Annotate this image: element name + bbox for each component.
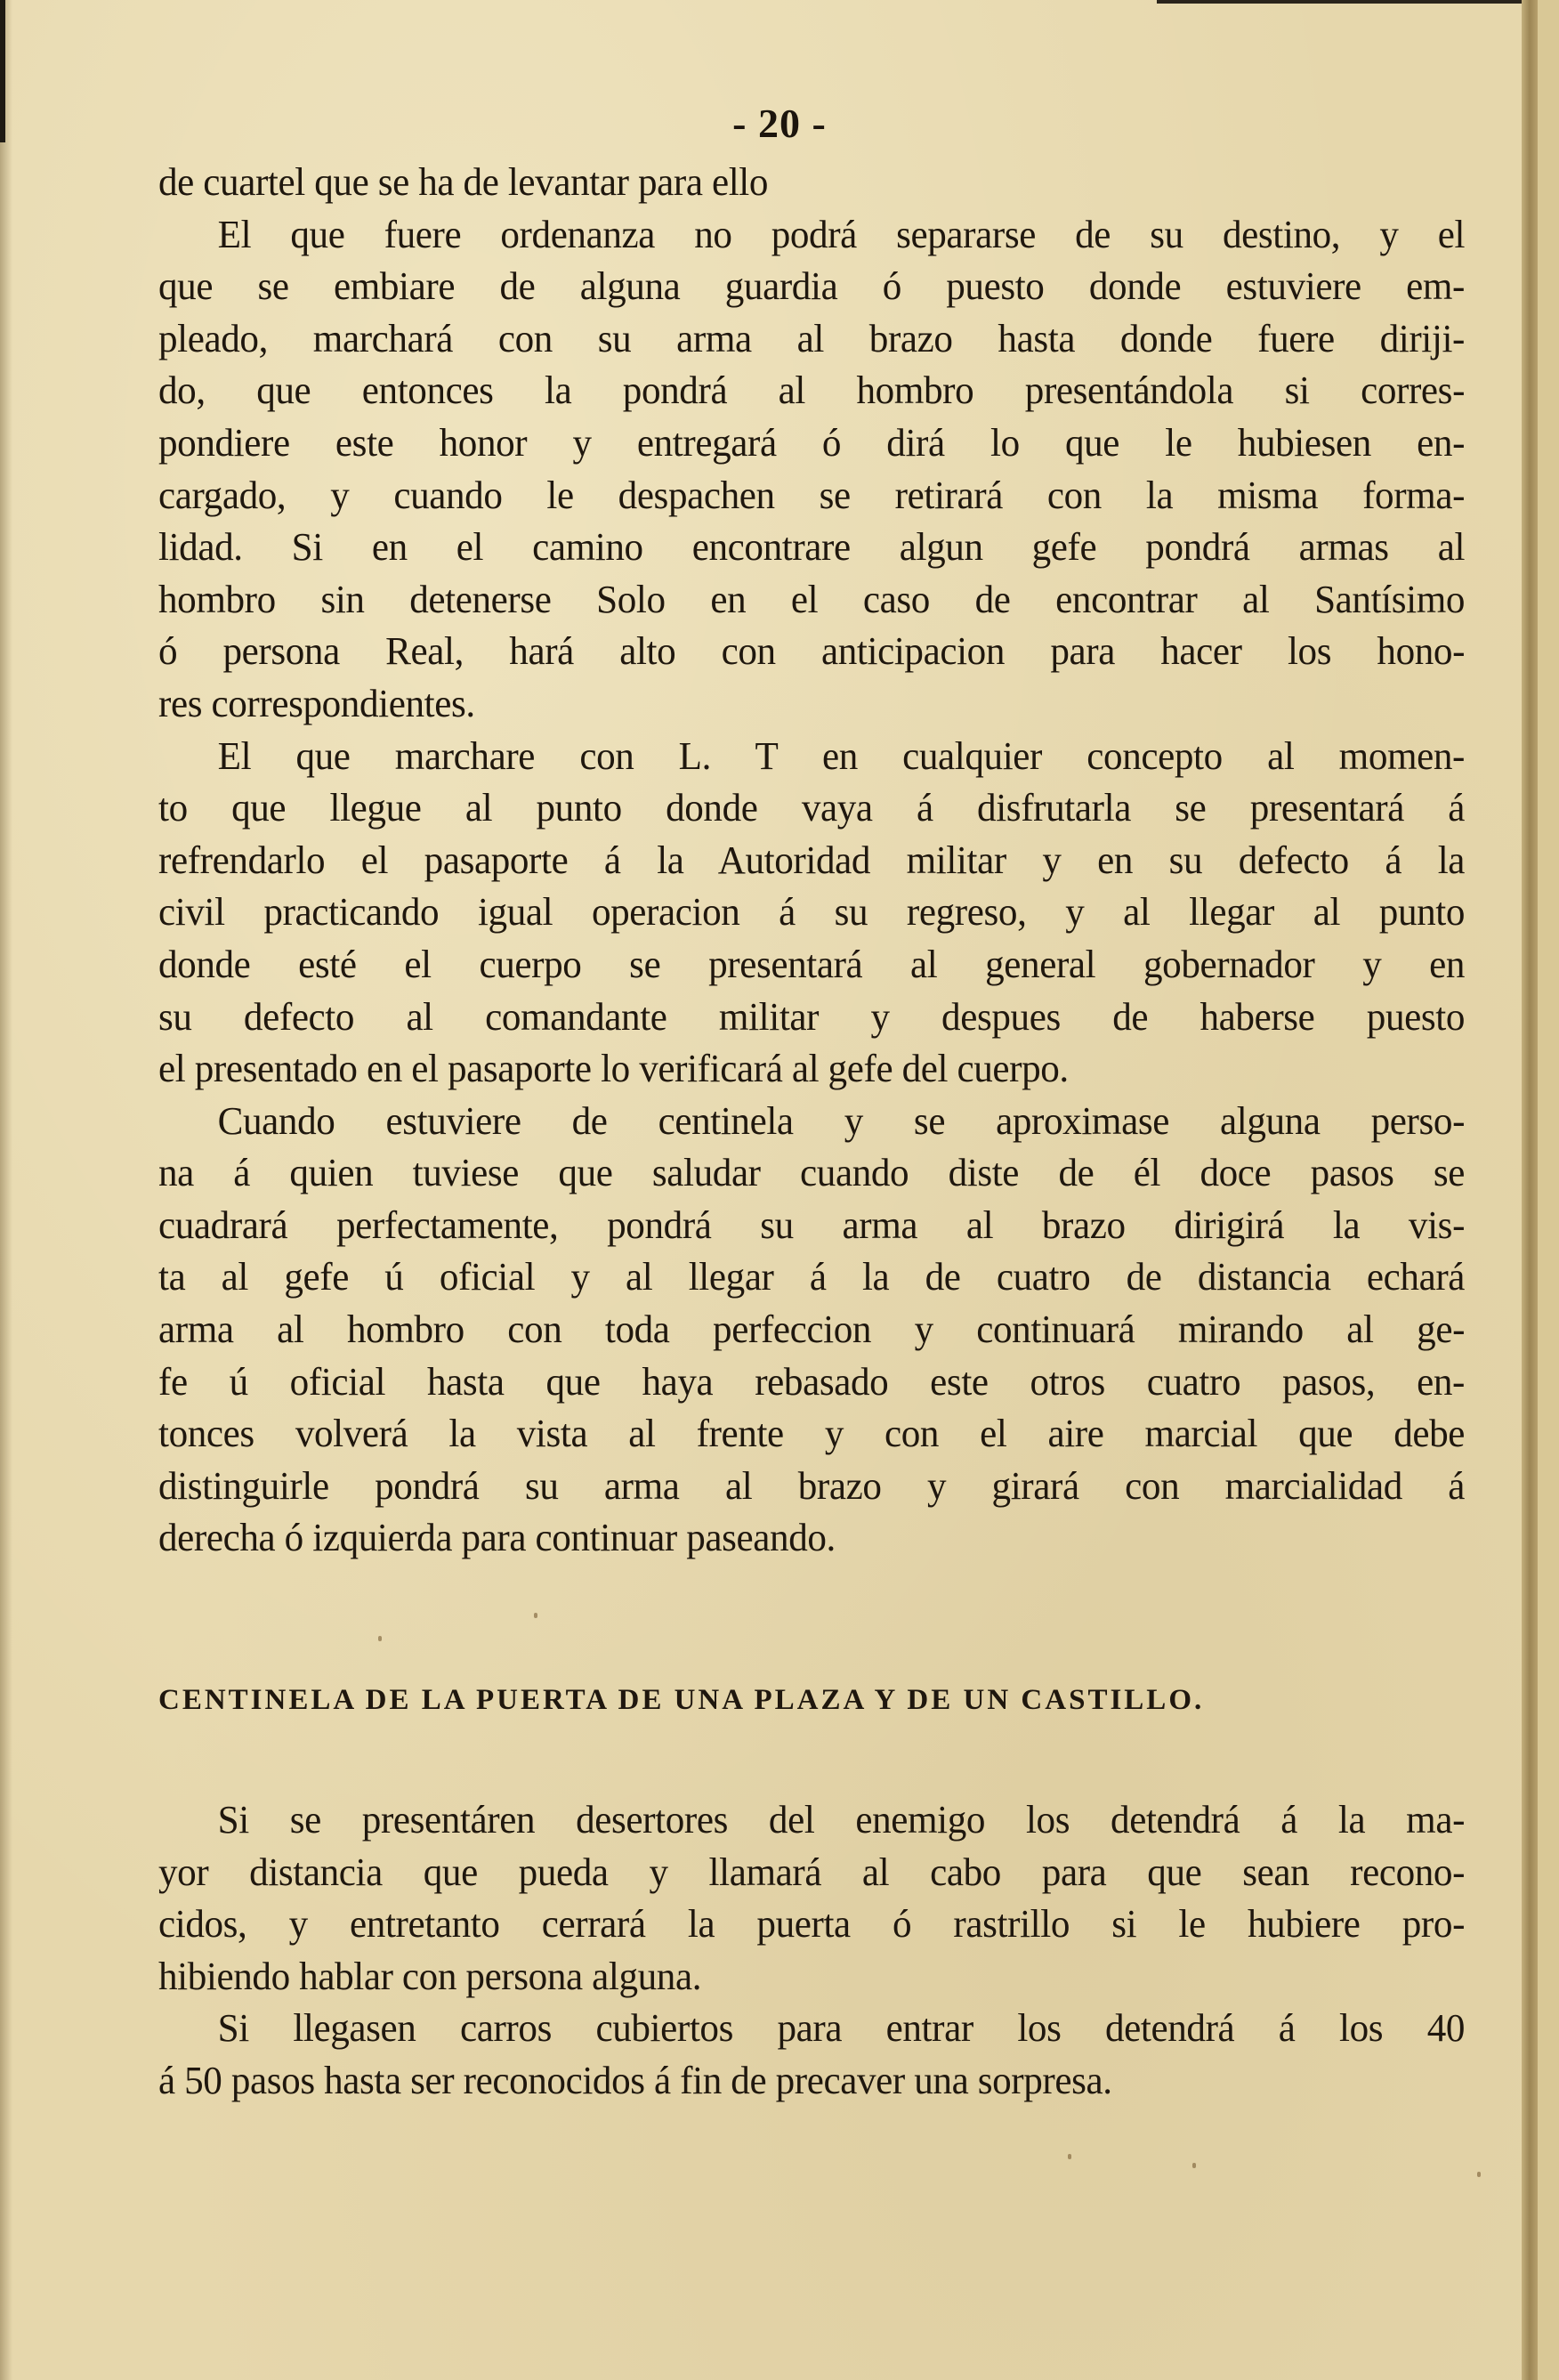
paragraph: [158, 1794, 1491, 2003]
text-line: hombro sin detenerse Solo en el caso de encontrar al Santísimo: [158, 577, 1466, 621]
section-heading: CENTINELA DE LA PUERTA DE UNA PLAZA Y DE UN CASTILLO.: [158, 1684, 1205, 1716]
paragraph: [158, 1096, 1491, 1565]
text-line: cargado, y cuando le despachen se retirará con la misma forma-: [158, 473, 1466, 517]
text-line: lidad. Si en el camino encontrare algun gefe pondrá armas al: [158, 525, 1466, 570]
text-line: su defecto al comandante militar y despues de haberse puesto: [158, 994, 1466, 1039]
text-line: yor distancia que pueda y llamará al cabo para que sean recono-: [158, 1850, 1466, 1894]
text-line: na á quien tuviese que saludar cuando diste de él doce pasos se: [158, 1151, 1466, 1195]
text-line: to que llegue al punto donde vaya á disfrutarla se presentará á: [158, 786, 1466, 830]
text-line: refrendarlo el pasaporte á la Autoridad militar y en su defecto á la: [158, 838, 1466, 882]
text-line: arma al hombro con toda perfeccion y continuará mirando al ge-: [158, 1307, 1466, 1352]
text-line: donde esté el cuerpo se presentará al general gobernador y en: [158, 942, 1466, 986]
paper-speck: [378, 1636, 382, 1641]
paper-speck: [1068, 2154, 1071, 2159]
page-number: - 20 -: [732, 101, 827, 146]
paper-speck: [534, 1613, 537, 1618]
text-line: á 50 pasos hasta ser reconocidos á fin de precaver una sorpresa.: [158, 2058, 1112, 2102]
next-page-edge: [1538, 0, 1559, 2380]
paragraph: [158, 157, 1491, 209]
text-line: cuadrará perfectamente, pondrá su arma al brazo dirigirá la vis-: [158, 1202, 1466, 1247]
page-gutter-fold: [1522, 0, 1538, 2380]
text-line: Si llegasen carros cubiertos para entrar los detendrá á los 40: [217, 2006, 1466, 2051]
text-line: que se embiare de alguna guardia ó puesto donde estuviere em-: [158, 264, 1466, 309]
text-line: pondiere este honor y entregará ó dirá lo que le hubiesen en-: [158, 420, 1466, 465]
text-line: civil practicando igual operacion á su regreso, y al llegar al punto: [158, 890, 1466, 935]
text-line: El que marchare con L. T en cualquier concepto al momen-: [217, 733, 1466, 778]
text-line: pleado, marchará con su arma al brazo hasta donde fuere diriji-: [158, 316, 1466, 360]
paper-speck: [1477, 2172, 1481, 2177]
paragraph: [158, 2003, 1491, 2107]
body-text-after-heading: [158, 1794, 1491, 2108]
text-line: do, que entonces la pondrá al hombro presentándola si corres-: [158, 368, 1466, 413]
paragraph: [158, 209, 1491, 731]
text-line: cidos, y entretanto cerrará la puerta ó rastrillo si le hubiere pro-: [158, 1902, 1466, 1947]
text-line: ó persona Real, hará alto con anticipacion para hacer los hono-: [158, 629, 1466, 674]
text-line: res correspondientes.: [158, 681, 475, 725]
text-line: Si se presentáren desertores del enemigo los detendrá á la ma-: [217, 1798, 1466, 1842]
page-top-edge: [1157, 0, 1559, 4]
text-line: el presentado en el pasaporte lo verificará al gefe del cuerpo.: [158, 1047, 1069, 1091]
text-line: derecha ó izquierda para continuar paseando.: [158, 1516, 836, 1560]
body-text-before-heading: [158, 157, 1491, 1565]
text-line: fe ú oficial hasta que haya rebasado este otros cuatro pasos, en-: [158, 1359, 1466, 1404]
text-line: hibiendo hablar con persona alguna.: [158, 1954, 702, 1998]
text-line: Cuando estuviere de centinela y se aproximase alguna perso-: [217, 1098, 1466, 1143]
text-line: distinguirle pondrá su arma al brazo y girará con marcialidad á: [158, 1463, 1466, 1508]
text-line: tonces volverá la vista al frente y con el aire marcial que debe: [158, 1412, 1466, 1456]
paragraph: [158, 731, 1491, 1096]
text-line: El que fuere ordenanza no podrá separarse de su destino, y el: [217, 212, 1466, 256]
text-line: de cuartel que se ha de levantar para ello: [158, 160, 769, 204]
page-left-shadow: [0, 0, 12, 2380]
paper-speck: [1192, 2163, 1196, 2168]
text-line: ta al gefe ú oficial y al llegar á la de cuatro de distancia echará: [158, 1255, 1466, 1299]
